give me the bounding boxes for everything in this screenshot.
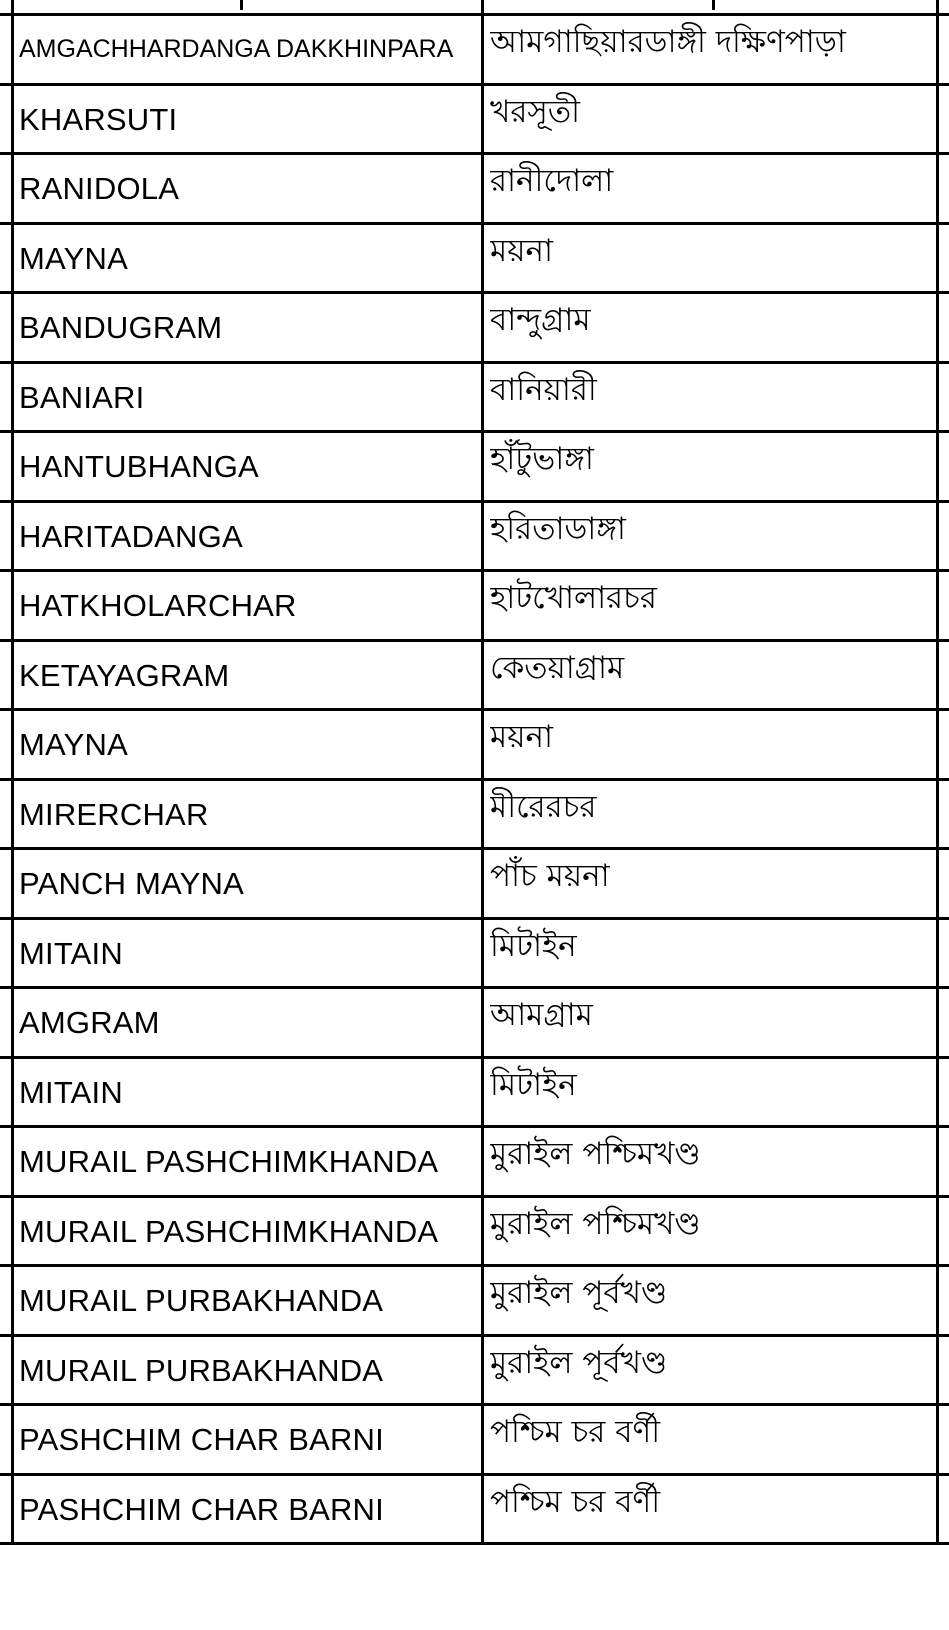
village-name-english: HANTUBHANGA	[19, 448, 259, 484]
village-name-english: MIRERCHAR	[19, 796, 209, 832]
village-name-bengali: হরিতাডাঙ্গা	[490, 510, 626, 547]
village-name-bengali: রানীদোলা	[490, 162, 614, 199]
village-name-english: MURAIL PASHCHIMKHANDA	[19, 1143, 439, 1179]
village-name-english: MURAIL PURBAKHANDA	[19, 1282, 384, 1318]
village-name-english: MAYNA	[19, 240, 128, 276]
village-name-english: AMGRAM	[19, 1004, 160, 1040]
village-name-bengali: পশ্চিম চর বর্ণী	[490, 1483, 661, 1520]
village-name-english: PASHCHIM CHAR BARNI	[19, 1421, 384, 1457]
village-name-bengali: ময়না	[490, 232, 553, 269]
village-name-english: BANDUGRAM	[19, 309, 223, 345]
village-name-english: KHARSUTI	[19, 101, 178, 137]
village-name-bengali: ময়না	[490, 718, 553, 755]
village-name-bengali: কেতয়াগ্রাম	[490, 649, 625, 686]
village-name-bengali: মিটাইন	[490, 1066, 577, 1103]
village-name-bengali: বান্দুগ্রাম	[490, 301, 591, 338]
village-name-bengali: হাটখোলারচর	[490, 579, 657, 616]
table-column-divider	[481, 0, 484, 1545]
village-name-bengali: মুরাইল পশ্চিমখণ্ড	[490, 1135, 701, 1172]
village-name-english: KETAYAGRAM	[19, 657, 230, 693]
village-name-english: RANIDOLA	[19, 170, 180, 206]
village-name-bengali: মুরাইল পশ্চিমখণ্ড	[490, 1205, 701, 1242]
village-name-english: PASHCHIM CHAR BARNI	[19, 1491, 384, 1527]
village-name-bengali: খরসূতী	[490, 93, 581, 130]
village-name-bengali: আমগাছিয়ারডাঙ্গী দক্ষিণপাড়া	[490, 23, 846, 60]
cropped-row-fragment	[712, 0, 715, 10]
village-name-english: HATKHOLARCHAR	[19, 587, 297, 623]
village-name-bengali: আমগ্রাম	[490, 996, 593, 1033]
village-name-bengali: মুরাইল পূর্বখণ্ড	[490, 1344, 668, 1381]
village-name-english: MURAIL PURBAKHANDA	[19, 1352, 384, 1388]
village-name-bengali: মীরেরচর	[490, 788, 597, 825]
village-name-bengali: হাঁটুভাঙ্গা	[490, 440, 594, 477]
village-name-english: HARITADANGA	[19, 518, 243, 554]
village-name-english: AMGACHHARDANGA DAKKHINPARA	[19, 35, 454, 63]
village-name-bengali: পাঁচ ময়না	[490, 857, 610, 894]
village-name-english: BANIARI	[19, 379, 145, 415]
village-name-bengali: মিটাইন	[490, 927, 577, 964]
village-name-english: MAYNA	[19, 726, 128, 762]
table-border-left	[11, 0, 14, 1545]
village-name-english: PANCH MAYNA	[19, 865, 244, 901]
cropped-row-fragment	[240, 0, 243, 10]
village-name-bengali: বানিয়ারী	[490, 371, 597, 408]
village-name-english: MITAIN	[19, 935, 123, 971]
village-name-bengali: মুরাইল পূর্বখণ্ড	[490, 1274, 668, 1311]
village-name-english: MITAIN	[19, 1074, 123, 1110]
table-border-right	[936, 0, 939, 1545]
village-name-english: MURAIL PASHCHIMKHANDA	[19, 1213, 439, 1249]
village-name-bengali: পশ্চিম চর বর্ণী	[490, 1413, 661, 1450]
